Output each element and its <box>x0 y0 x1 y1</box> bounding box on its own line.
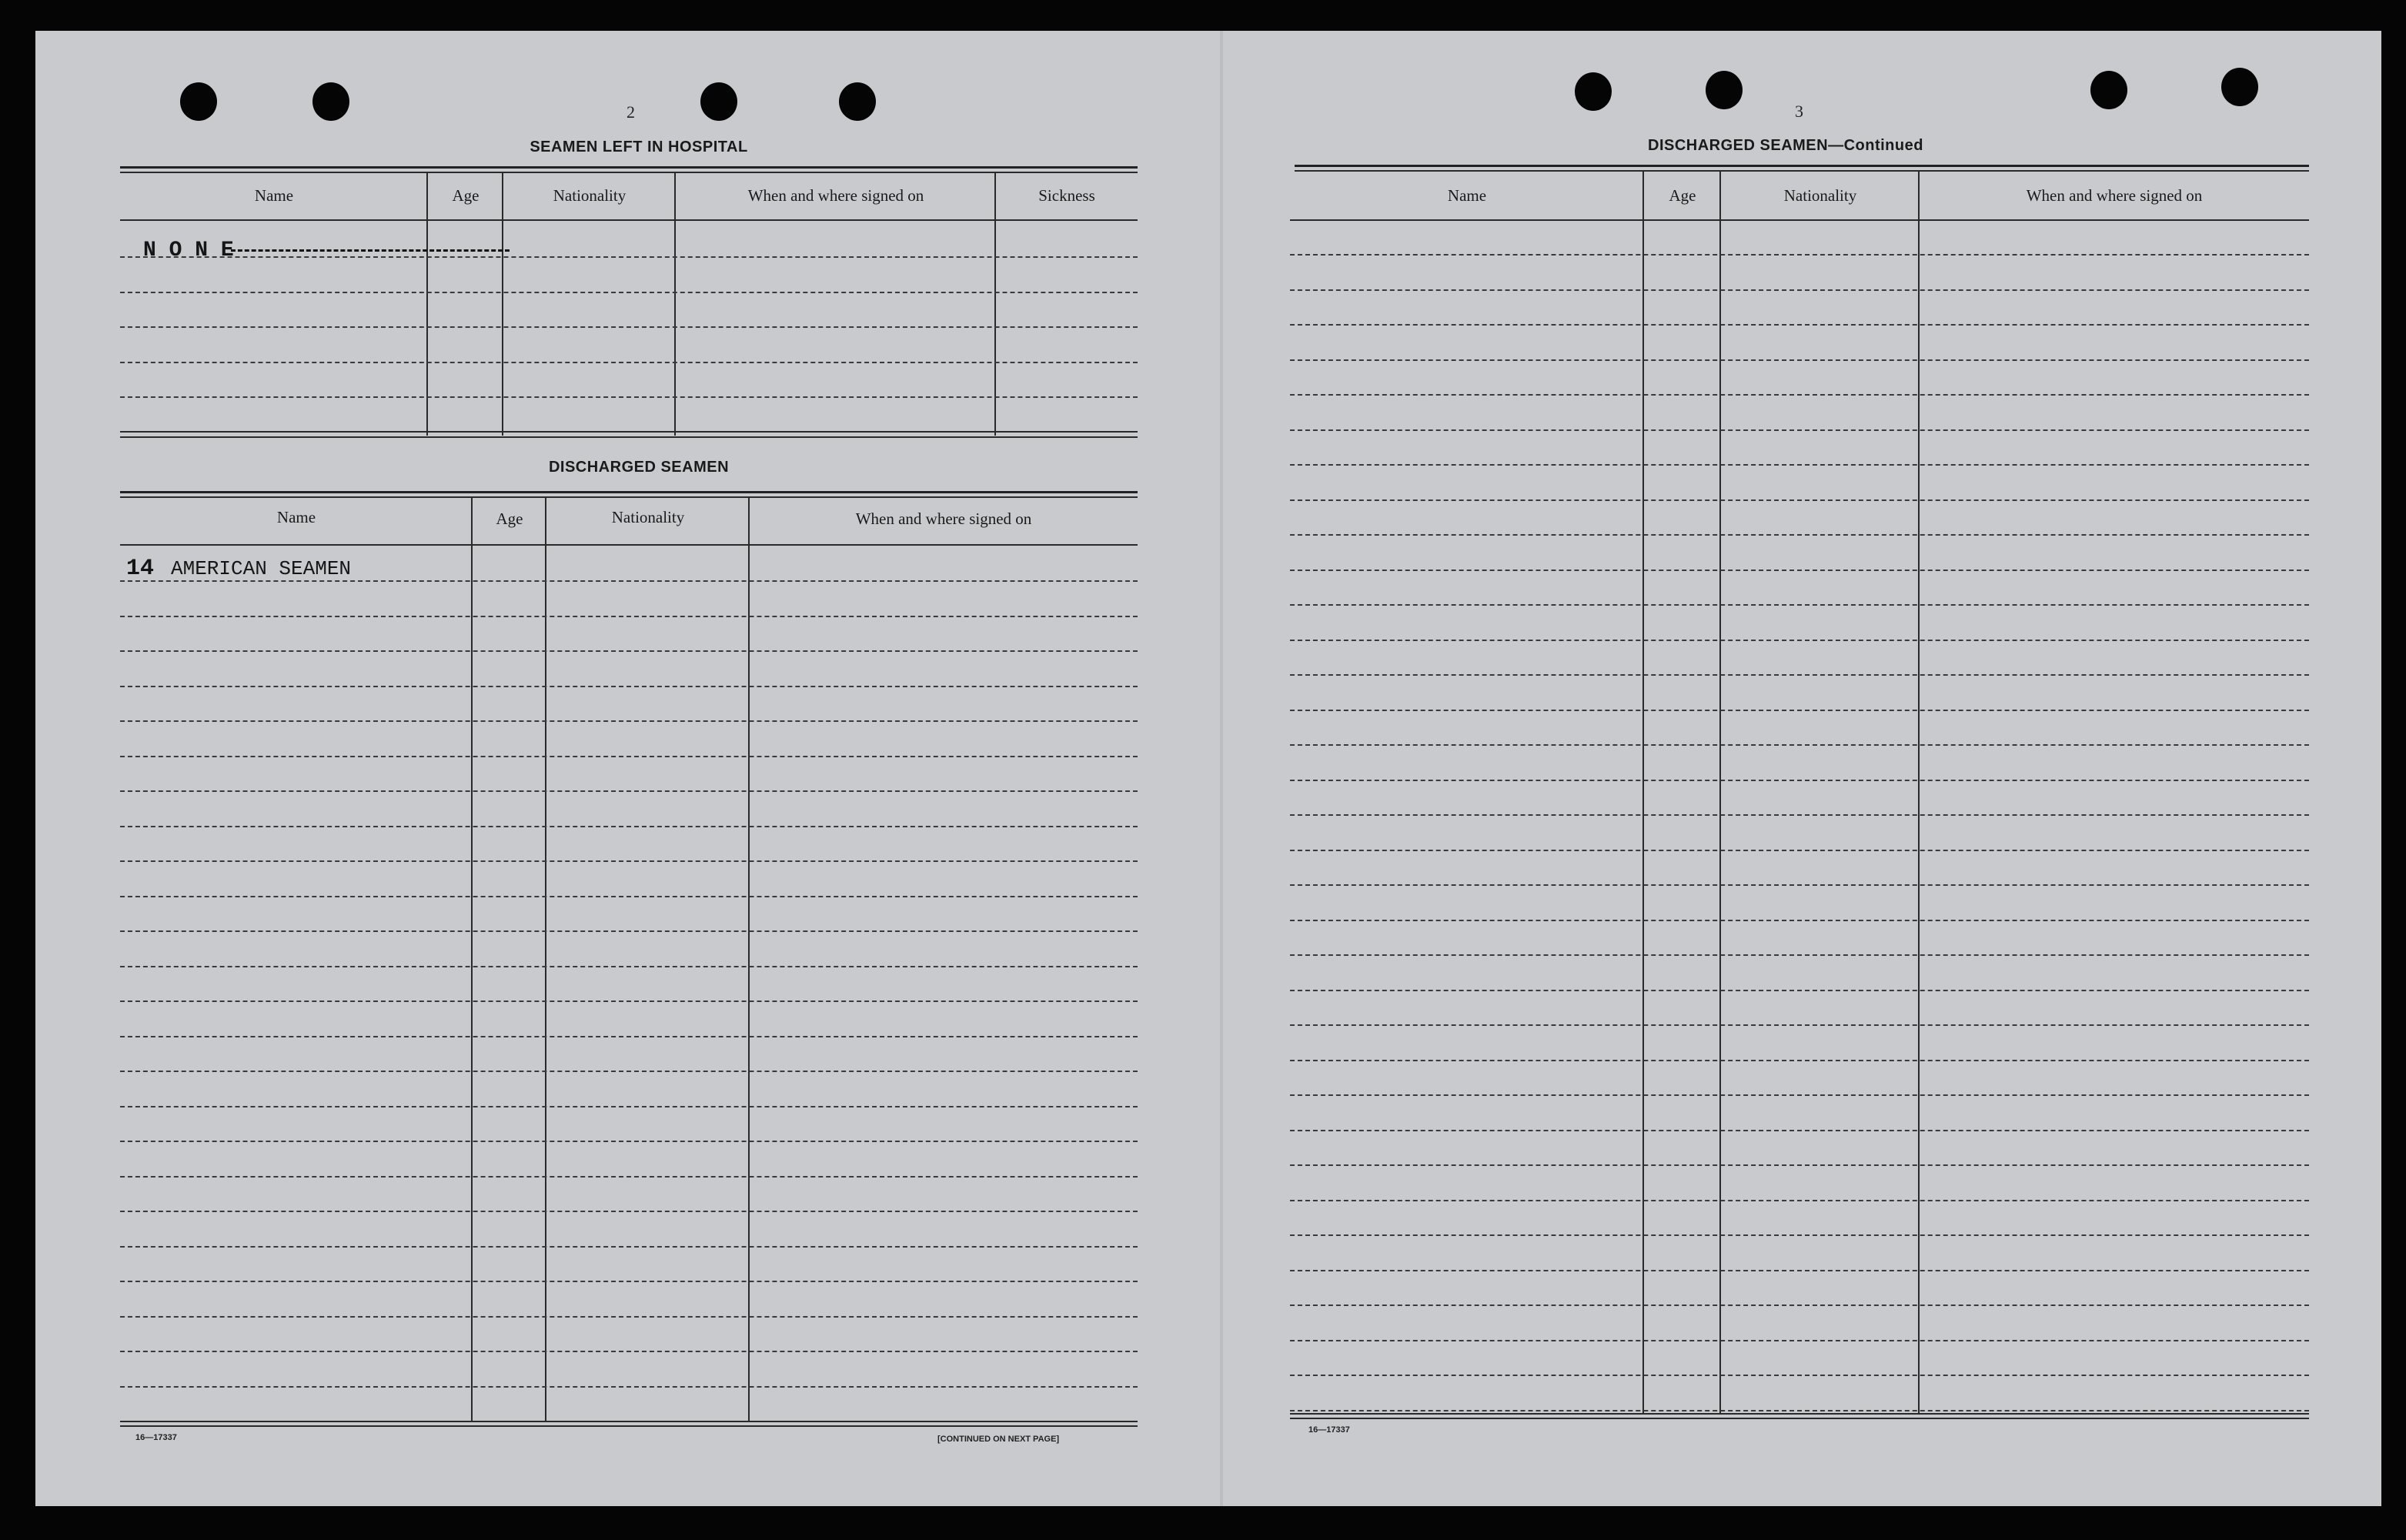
punch-hole <box>180 82 217 121</box>
row-line <box>1290 710 2309 711</box>
page-number-left: 2 <box>627 102 635 122</box>
row-line <box>120 1246 1138 1248</box>
row-line <box>1290 324 2309 326</box>
row-line <box>1290 1060 2309 1061</box>
row-line <box>1290 1024 2309 1026</box>
right-bottom-rule <box>1290 1413 2309 1415</box>
row-line <box>120 1176 1138 1178</box>
punch-hole <box>1706 71 1743 109</box>
hospital-header-sickness: Sickness <box>1038 186 1095 205</box>
hospital-row-line <box>120 256 1138 258</box>
discharged-entry-text: AMERICAN SEAMEN <box>171 557 352 580</box>
hospital-header-nationality: Nationality <box>553 186 627 205</box>
form-number-right: 16—17337 <box>1308 1425 1350 1435</box>
right-header-rule <box>1290 219 2309 221</box>
discharged-header-age: Age <box>496 509 523 528</box>
row-line <box>1290 1200 2309 1201</box>
discharged-col-divider <box>748 497 750 1421</box>
right-bottom-rule-2 <box>1290 1418 2309 1419</box>
discharged-top-rule <box>120 491 1138 493</box>
discharged-col-divider <box>545 497 546 1421</box>
row-line <box>1290 289 2309 291</box>
row-line <box>1290 359 2309 361</box>
document-sheet <box>35 31 2381 1506</box>
right-header-signed: When and where signed on <box>2026 186 2203 205</box>
row-line <box>1290 1340 2309 1341</box>
row-line <box>120 1351 1138 1352</box>
row-line <box>1290 464 2309 466</box>
row-line <box>1290 1164 2309 1166</box>
row-line <box>120 1106 1138 1107</box>
page-number-right: 3 <box>1795 102 1803 121</box>
row-line <box>1290 780 2309 781</box>
discharged-bottom-rule <box>120 1421 1138 1422</box>
row-line <box>1290 1410 2309 1411</box>
row-line <box>120 896 1138 897</box>
hospital-top-rule <box>120 166 1138 169</box>
row-line <box>1290 920 2309 921</box>
hospital-section-title: SEAMEN LEFT IN HOSPITAL <box>530 139 748 155</box>
hospital-header-rule <box>120 219 1138 221</box>
hospital-row-line <box>120 362 1138 363</box>
row-line <box>1290 604 2309 606</box>
punch-hole <box>2221 68 2258 106</box>
discharged-header-signed: When and where signed on <box>855 509 1032 528</box>
right-header-name: Name <box>1447 186 1487 205</box>
hospital-entry-strike <box>231 249 510 252</box>
row-line <box>120 1141 1138 1142</box>
row-line <box>1290 1094 2309 1096</box>
right-header-nationality: Nationality <box>1783 186 1857 205</box>
right-col-divider <box>1719 171 1721 1413</box>
row-line <box>1290 394 2309 396</box>
discharged-header-nationality: Nationality <box>611 508 685 526</box>
hospital-header-name: Name <box>254 186 294 205</box>
row-line <box>120 930 1138 932</box>
hospital-row-line <box>120 292 1138 293</box>
punch-hole <box>312 82 349 121</box>
row-line <box>1290 814 2309 816</box>
row-line <box>120 790 1138 792</box>
discharged-bottom-rule-2 <box>120 1425 1138 1427</box>
hospital-header-signed: When and where signed on <box>747 186 924 205</box>
right-col-divider <box>1642 171 1644 1413</box>
punch-hole <box>1575 72 1612 111</box>
discharged-section-title: DISCHARGED SEAMEN <box>548 459 730 476</box>
row-line <box>1290 744 2309 746</box>
row-line <box>120 756 1138 757</box>
punch-hole <box>700 82 737 121</box>
row-line <box>1290 1375 2309 1376</box>
row-line <box>120 650 1138 652</box>
row-line <box>1290 534 2309 536</box>
row-line <box>1290 884 2309 886</box>
row-line <box>1290 499 2309 501</box>
form-number-left: 16—17337 <box>135 1433 177 1442</box>
row-line <box>1290 429 2309 431</box>
row-line <box>120 1316 1138 1318</box>
hospital-row-line <box>120 326 1138 328</box>
row-line <box>1290 674 2309 676</box>
row-line <box>120 1071 1138 1072</box>
row-line <box>1290 570 2309 571</box>
hospital-entry-none: N O N E <box>143 239 234 262</box>
hospital-row-line <box>120 396 1138 398</box>
row-line <box>120 966 1138 967</box>
right-top-rule <box>1295 165 2309 167</box>
row-line <box>1290 254 2309 256</box>
row-line <box>1290 1130 2309 1131</box>
row-line <box>1290 990 2309 991</box>
row-line <box>120 1036 1138 1037</box>
row-line <box>120 1211 1138 1212</box>
punch-hole <box>839 82 876 121</box>
punch-hole <box>2090 71 2127 109</box>
row-line <box>1290 640 2309 641</box>
right-col-divider <box>1918 171 1920 1413</box>
row-line <box>1290 954 2309 956</box>
hospital-header-age: Age <box>452 186 480 205</box>
row-line <box>120 1386 1138 1388</box>
discharged-continued-title: DISCHARGED SEAMEN—Continued <box>1648 137 1923 154</box>
row-line <box>1290 1304 2309 1306</box>
row-line <box>120 860 1138 862</box>
row-line <box>1290 1270 2309 1271</box>
row-line <box>1290 850 2309 851</box>
discharged-header-rule <box>120 544 1138 546</box>
hospital-bottom-rule-2 <box>120 436 1138 438</box>
hospital-bottom-rule <box>120 431 1138 433</box>
right-top-rule-2 <box>1295 170 2309 172</box>
hospital-top-rule-2 <box>120 172 1138 173</box>
row-line <box>120 826 1138 827</box>
row-line <box>120 1000 1138 1002</box>
discharged-entry-count: 14 <box>126 556 155 582</box>
row-line <box>120 686 1138 687</box>
row-line <box>120 720 1138 722</box>
continued-note: [CONTINUED ON NEXT PAGE] <box>937 1435 1060 1444</box>
row-line <box>120 580 1138 582</box>
discharged-col-divider <box>471 497 473 1421</box>
page-fold <box>1220 31 1223 1506</box>
right-header-age: Age <box>1669 186 1696 205</box>
row-line <box>120 1281 1138 1282</box>
row-line <box>120 616 1138 617</box>
discharged-top-rule-2 <box>120 496 1138 498</box>
row-line <box>1290 1234 2309 1236</box>
discharged-header-name: Name <box>276 508 316 526</box>
